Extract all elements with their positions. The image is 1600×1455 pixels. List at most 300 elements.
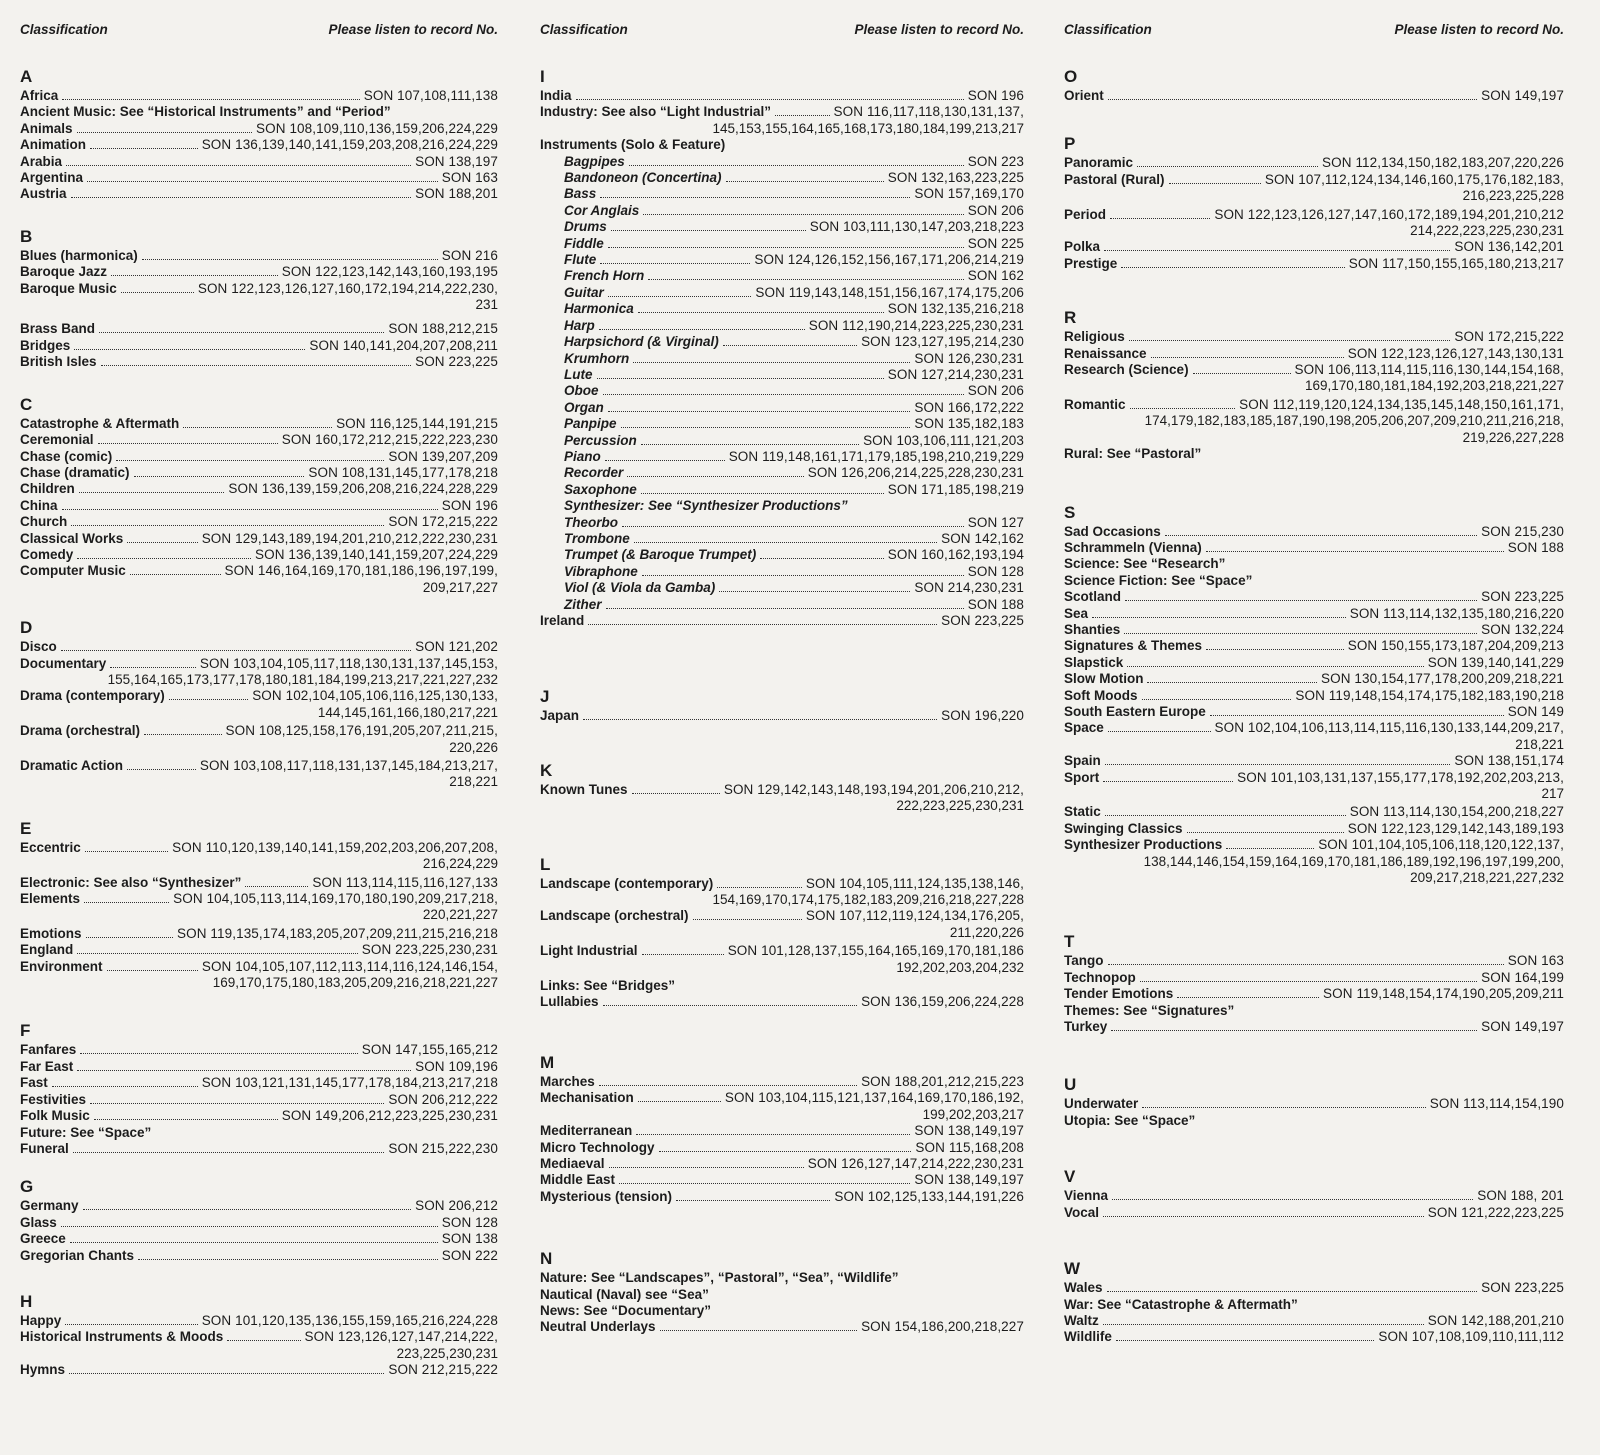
entry-values: SON 104,105,107,112,113,114,116,124,146,154,: [201, 958, 498, 974]
dot-leader: [599, 329, 805, 330]
entry-term: Historical Instruments & Moods: [20, 1329, 224, 1345]
section-letter: T: [1064, 932, 1075, 952]
entry-values: SON 101,104,105,106,118,120,122,137,: [1318, 837, 1564, 853]
index-entry: [1052, 1297, 1564, 1313]
index-entry: [528, 219, 1024, 235]
dot-leader: [643, 214, 964, 215]
index-entry: [528, 1319, 1024, 1335]
dot-leader: [98, 443, 278, 444]
entry-term: War: See “Catastrophe & Aftermath”: [1064, 1296, 1298, 1312]
index-entry: [8, 1125, 498, 1141]
entry-values: SON 149,197: [1481, 88, 1564, 103]
entry-term: Known Tunes: [540, 781, 628, 797]
index-entry: [1052, 155, 1564, 171]
entry-term: Wildlife: [1064, 1329, 1112, 1345]
index-entry: [8, 758, 498, 774]
section-i: [528, 67, 1024, 629]
entry-term: Fiddle: [564, 235, 604, 251]
section-d: [8, 618, 498, 791]
entry-term: Theorbo: [564, 514, 618, 530]
entry-term: British Isles: [20, 354, 97, 370]
entry-term: Arabia: [20, 153, 63, 169]
entry-term: Blues (harmonica): [20, 247, 138, 263]
classification-heading: Classification: [540, 22, 628, 37]
entry-values: SON 172,215,222: [388, 514, 498, 530]
dot-leader: [583, 719, 937, 720]
entry-values: SON 196: [967, 88, 1024, 103]
section-letter: K: [540, 760, 553, 780]
dot-leader: [77, 953, 357, 954]
dot-leader: [1103, 781, 1233, 782]
classification-heading: Classification: [20, 22, 108, 37]
entry-values: SON 149: [1507, 703, 1564, 719]
index-entry: [1052, 256, 1564, 272]
entry-term: Orient: [1064, 88, 1104, 103]
listen-heading: Please listen to record No.: [328, 22, 498, 37]
entry-term: Greece: [20, 1231, 66, 1247]
index-entry: [8, 563, 498, 579]
index-entry: [8, 723, 498, 739]
entry-term: Vibraphone: [564, 563, 638, 579]
entry-values: SON 106,113,114,115,116,130,144,154,168,: [1294, 362, 1564, 378]
section-letter: G: [20, 1177, 34, 1197]
index-entry: [528, 236, 1024, 252]
entry-values: SON 126,230,231: [914, 350, 1024, 366]
index-entry: [1052, 362, 1564, 378]
index-entry: [8, 186, 498, 202]
dot-leader: [600, 197, 910, 198]
entry-term: Slow Motion: [1064, 671, 1144, 687]
entry-values: SON 214,230,231: [914, 580, 1024, 596]
entry-values: SON 188,201: [415, 186, 498, 202]
dot-leader: [638, 312, 884, 313]
entry-values: SON 196,220: [941, 708, 1024, 724]
dot-leader: [719, 591, 910, 592]
entry-values: SON 122,123,126,127,143,130,131: [1347, 345, 1564, 361]
section-letter: D: [20, 618, 33, 638]
entry-term: Industry: See also “Light Industrial”: [540, 104, 772, 120]
entry-term: Disco: [20, 639, 57, 655]
index-entry: [8, 264, 498, 280]
index-entry: [1052, 556, 1564, 572]
dot-leader: [69, 1373, 384, 1374]
dot-leader: [1130, 408, 1236, 409]
index-entry: [1052, 172, 1564, 188]
entry-values: SON 122,123,142,143,160,193,195: [281, 264, 498, 280]
entry-values-continued: 174,179,182,183,185,187,190,198,205,206,207,209,210,211,216,218,: [1144, 413, 1564, 429]
dot-leader: [1107, 1291, 1478, 1292]
entry-values: SON 128: [967, 563, 1024, 579]
dot-leader: [83, 1209, 412, 1210]
entry-values-continued: 209,217,218,221,227,232: [1410, 870, 1564, 886]
index-entry: [8, 531, 498, 547]
index-entry: [1052, 953, 1564, 969]
index-entry: [1052, 1313, 1564, 1329]
index-entry: [8, 1092, 498, 1108]
entry-values: SON 103,111,130,147,203,218,223: [809, 219, 1024, 235]
entry-term: Eccentric: [20, 839, 81, 855]
index-entry: [1052, 970, 1564, 986]
dot-leader: [144, 734, 221, 735]
entry-values: SON 119,148,161,171,179,185,198,210,219,229: [728, 448, 1024, 464]
column-body: [1052, 67, 1564, 1346]
entry-term: Guitar: [564, 284, 604, 300]
entry-values-continued: 214,222,223,225,230,231: [1410, 223, 1564, 239]
entry-values: SON 222: [441, 1247, 498, 1263]
dot-leader: [245, 886, 308, 887]
dot-leader: [599, 1085, 857, 1086]
entry-values-continued: 231: [475, 297, 498, 313]
index-entry: [8, 688, 498, 704]
entry-values: SON 108,109,110,136,159,206,224,229: [256, 120, 498, 136]
entry-term: Japan: [540, 708, 580, 724]
dot-leader: [648, 279, 964, 280]
entry-values: SON 119,148,154,174,175,182,183,190,218: [1295, 687, 1564, 703]
dot-leader: [1108, 731, 1211, 732]
entry-term: Synthesizer Productions: [1064, 837, 1223, 853]
entry-term: Swinging Classics: [1064, 820, 1183, 836]
section-letter: H: [20, 1291, 33, 1311]
section-letter: N: [540, 1249, 553, 1269]
entry-values: SON 122,123,129,142,143,189,193: [1347, 820, 1564, 836]
entry-term: French Horn: [564, 268, 645, 284]
entry-term: Schrammeln (Vienna): [1064, 539, 1202, 555]
dot-leader: [71, 525, 384, 526]
index-entry: [1052, 606, 1564, 622]
entry-values: SON 223,225: [1481, 1280, 1564, 1296]
index-entry: [528, 1123, 1024, 1139]
entry-term: Static: [1064, 804, 1101, 820]
entry-values-continued: 216,223,225,228: [1462, 188, 1564, 204]
entry-term: Funeral: [20, 1140, 69, 1156]
dot-leader: [70, 1242, 438, 1243]
entry-values-continued: 220,221,227: [422, 907, 498, 923]
index-entry: [8, 121, 498, 137]
entry-values-continued: 211,220,226: [949, 924, 1024, 940]
dot-leader: [84, 902, 169, 903]
entry-term: Recorder: [564, 465, 624, 481]
index-entry: [528, 1287, 1024, 1303]
entry-values: SON 196: [441, 497, 498, 513]
dot-leader: [608, 296, 752, 297]
entry-values-continued: 218,221: [449, 774, 498, 790]
entry-values: SON 212,215,222: [388, 1362, 498, 1378]
index-entry: [528, 433, 1024, 449]
index-entry: [8, 137, 498, 153]
index-entry: [1052, 720, 1564, 736]
entry-term: Panoramic: [1064, 155, 1134, 171]
dot-leader: [1206, 551, 1504, 552]
entry-term: Ancient Music: See “Historical Instruments” and “Period”: [20, 104, 391, 120]
section-n: [528, 1249, 1024, 1336]
index-entry: [1052, 837, 1564, 853]
index-entry: [1052, 655, 1564, 671]
entry-term: Romantic: [1064, 396, 1126, 412]
listen-heading: Please listen to record No.: [1394, 22, 1564, 37]
index-entry: [528, 515, 1024, 531]
index-entry: [1052, 573, 1564, 589]
index-entry: [1052, 524, 1564, 540]
dot-leader: [1165, 535, 1477, 536]
index-entry: [8, 281, 498, 297]
index-entry: [528, 1156, 1024, 1172]
index-entry: [8, 1108, 498, 1124]
entry-values: SON 188, 201: [1477, 1188, 1564, 1204]
index-entry: [528, 1270, 1024, 1286]
dot-leader: [629, 165, 964, 166]
entry-term: Organ: [564, 399, 604, 415]
index-entry: [528, 400, 1024, 416]
dot-leader: [1105, 815, 1346, 816]
section-letter: R: [1064, 308, 1077, 328]
section-b: [8, 227, 498, 371]
entry-term: South Eastern Europe: [1064, 703, 1206, 719]
dot-leader: [77, 558, 251, 559]
index-entry: [1052, 329, 1564, 345]
index-entry: [528, 1189, 1024, 1205]
section-w: [1052, 1259, 1564, 1346]
section-letter: F: [20, 1021, 31, 1041]
entry-term: Mechanisation: [540, 1090, 634, 1106]
index-entry: [528, 88, 1024, 104]
dot-leader: [1103, 1324, 1424, 1325]
entry-term: Harpsichord (& Virginal): [564, 334, 719, 350]
index-entry: [528, 301, 1024, 317]
dot-leader: [71, 197, 412, 198]
dot-leader: [116, 460, 384, 461]
index-entry: [1052, 770, 1564, 786]
entry-values: SON 147,155,165,212: [361, 1042, 498, 1058]
entry-values-continued: 220,226: [449, 739, 498, 755]
index-entry: [8, 959, 498, 975]
entry-term: Research (Science): [1064, 362, 1189, 378]
entry-values-continued: 138,144,146,154,159,164,169,170,181,186,189,192,196,197,199,200,: [1143, 853, 1564, 869]
index-entry: [1052, 589, 1564, 605]
entry-values: SON 215,222,230: [388, 1140, 498, 1156]
entry-term: Mysterious (tension): [540, 1188, 673, 1204]
entry-term: Nature: See “Landscapes”, “Pastoral”, “Sea”, “Wildlife”: [540, 1270, 899, 1286]
entry-values-continued: 169,170,180,181,184,192,203,218,221,227: [1305, 378, 1564, 394]
entry-term: Germany: [20, 1198, 79, 1214]
entry-values: SON 103,108,117,118,131,137,145,184,213,217,: [199, 758, 498, 773]
dot-leader: [1187, 832, 1344, 833]
index-entry: [528, 367, 1024, 383]
dot-leader: [142, 259, 438, 260]
entry-values: SON 138,149,197: [914, 1172, 1024, 1188]
dot-leader: [1125, 600, 1477, 601]
column-1: [8, 0, 498, 1455]
entry-values-continued: 154,169,170,174,175,182,183,209,216,218,227,228: [712, 892, 1024, 908]
entry-values: SON 138,149,197: [914, 1123, 1024, 1139]
entry-values: SON 225: [967, 235, 1024, 251]
entry-values: SON 136,139,159,206,208,216,224,228,229: [228, 481, 498, 497]
index-entry: [1052, 622, 1564, 638]
entry-term: Vienna: [1064, 1188, 1109, 1204]
dot-leader: [52, 1086, 198, 1087]
entry-values: SON 132,224: [1481, 621, 1564, 637]
dot-leader: [603, 1005, 858, 1006]
entry-term: Classical Works: [20, 530, 124, 546]
entry-values: SON 135,182,183: [914, 416, 1024, 432]
dot-leader: [61, 650, 411, 651]
index-entry: [8, 432, 498, 448]
dot-leader: [622, 526, 964, 527]
entry-term: Folk Music: [20, 1108, 90, 1124]
entry-term: Fast: [20, 1075, 48, 1091]
dot-leader: [66, 165, 411, 166]
entry-values: SON 109,196: [415, 1058, 498, 1074]
entry-term: Science Fiction: See “Space”: [1064, 572, 1253, 588]
dot-leader: [77, 132, 253, 133]
entry-term: Tender Emotions: [1064, 986, 1174, 1002]
dot-leader: [1103, 1216, 1424, 1217]
entry-values: SON 215,230: [1481, 523, 1564, 539]
index-entry: [8, 481, 498, 497]
entry-term: Harmonica: [564, 301, 634, 317]
dot-leader: [1105, 764, 1451, 765]
entry-values-continued: 199,202,203,217: [922, 1106, 1024, 1122]
dot-leader: [597, 378, 884, 379]
section-j: [528, 687, 1024, 724]
dot-leader: [608, 411, 911, 412]
index-entry: [8, 547, 498, 563]
column-body: [528, 67, 1024, 1336]
index-entry: [1052, 1003, 1564, 1019]
index-entry: [8, 465, 498, 481]
index-entry: [8, 1141, 498, 1157]
dot-leader: [111, 275, 278, 276]
entry-values: SON 154,186,200,218,227: [861, 1319, 1024, 1335]
dot-leader: [1110, 218, 1210, 219]
entry-term: Vocal: [1064, 1204, 1100, 1220]
dot-leader: [632, 793, 720, 794]
entry-values: SON 172,215,222: [1454, 329, 1564, 345]
index-entry: [8, 1042, 498, 1058]
entry-values: SON 103,104,115,121,137,164,169,170,186,192,: [724, 1090, 1024, 1106]
entry-values: SON 206: [967, 202, 1024, 218]
dot-leader: [85, 851, 168, 852]
dot-leader: [693, 919, 802, 920]
dot-leader: [1206, 649, 1344, 650]
index-entry: [8, 875, 498, 891]
index-entry: [528, 876, 1024, 892]
entry-term: Austria: [20, 186, 67, 202]
entry-term: Church: [20, 514, 68, 530]
index-entry: [8, 416, 498, 432]
entry-values: SON 113,114,130,154,200,218,227: [1349, 804, 1564, 820]
entry-term: Future: See “Space”: [20, 1124, 152, 1140]
entry-values: SON 115,168,208: [915, 1139, 1024, 1155]
entry-values: SON 107,108,109,110,111,112: [1378, 1329, 1564, 1345]
entry-values: SON 206: [967, 383, 1024, 399]
entry-term: Middle East: [540, 1172, 616, 1188]
index-entry: [8, 1215, 498, 1231]
entry-values: SON 101,128,137,155,164,165,169,170,181,186: [727, 943, 1024, 959]
entry-term: England: [20, 942, 74, 958]
dot-leader: [627, 476, 803, 477]
entry-term: Synthesizer: See “Synthesizer Productions”: [564, 498, 848, 514]
index-entry: [528, 465, 1024, 481]
dot-leader: [1129, 340, 1451, 341]
index-entry: [528, 170, 1024, 186]
entry-term: Landscape (contemporary): [540, 875, 714, 891]
entry-values-continued: 144,145,161,166,180,217,221: [317, 704, 498, 720]
index-entry: [8, 1059, 498, 1075]
dot-leader: [606, 608, 964, 609]
dot-leader: [1112, 1199, 1473, 1200]
entry-term: Waltz: [1064, 1312, 1099, 1328]
entry-term: Bandoneon (Concertina): [564, 170, 722, 186]
dot-leader: [1111, 1030, 1477, 1031]
entry-values: SON 110,120,139,140,141,159,202,203,206,207,208,: [172, 839, 498, 855]
entry-term: India: [540, 88, 572, 103]
entry-values: SON 142,188,201,210: [1427, 1312, 1564, 1328]
dot-leader: [636, 1134, 910, 1135]
index-entry: [528, 203, 1024, 219]
entry-term: Viol (& Viola da Gamba): [564, 580, 716, 596]
index-entry: [1052, 1096, 1564, 1112]
entry-values: SON 136,139,140,141,159,207,224,229: [255, 546, 498, 562]
dot-leader: [621, 427, 911, 428]
entry-values-continued: 209,217,227: [422, 579, 498, 595]
entry-term: Ireland: [540, 613, 585, 628]
entry-term: Emotions: [20, 925, 82, 941]
index-entry: [8, 498, 498, 514]
dot-leader: [611, 230, 806, 231]
entry-values-continued: 155,164,165,173,177,178,180,181,184,199,213,217,221,227,232: [107, 671, 498, 687]
entry-values: SON 119,148,154,174,190,205,209,211: [1323, 986, 1564, 1002]
entry-values: SON 112,134,150,182,183,207,220,226: [1322, 155, 1564, 171]
dot-leader: [86, 937, 174, 938]
dot-leader: [726, 181, 884, 182]
entry-term: Argentina: [20, 170, 84, 186]
index-entry: [528, 186, 1024, 202]
entry-term: Baroque Music: [20, 280, 117, 296]
index-entry: [8, 338, 498, 354]
index-entry: [8, 1248, 498, 1264]
entry-values: SON 163: [1507, 953, 1564, 969]
entry-term: Utopia: See “Space”: [1064, 1112, 1196, 1128]
entry-values: SON 127: [967, 514, 1024, 530]
index-entry: [528, 416, 1024, 432]
index-entry: [8, 321, 498, 337]
dot-leader: [608, 247, 964, 248]
entry-term: Happy: [20, 1312, 62, 1328]
entry-values: SON 171,185,198,219: [887, 481, 1024, 497]
column-3: [1052, 0, 1564, 1455]
dot-leader: [600, 263, 750, 264]
dot-leader: [603, 394, 964, 395]
entry-values: SON 166,172,222: [914, 399, 1024, 415]
entry-values: SON 149,197: [1481, 1019, 1564, 1035]
section-g: [8, 1177, 498, 1264]
index-entry: [528, 1090, 1024, 1106]
index-entry: [8, 88, 498, 104]
dot-leader: [634, 542, 937, 543]
entry-values: SON 108,131,145,177,178,218: [308, 464, 498, 480]
dot-leader: [588, 624, 937, 625]
index-entry: [8, 449, 498, 465]
entry-term: Spain: [1064, 753, 1101, 769]
index-entry: [1052, 346, 1564, 362]
dot-leader: [1104, 250, 1450, 251]
entry-values: SON 223,225,230,231: [361, 942, 498, 958]
dot-leader: [1142, 1107, 1425, 1108]
section-letter: S: [1064, 502, 1076, 522]
entry-values: SON 138,197: [415, 153, 498, 169]
index-entry: [528, 318, 1024, 334]
entry-values: SON 107,112,124,134,146,160,175,176,182,183,: [1264, 171, 1564, 187]
